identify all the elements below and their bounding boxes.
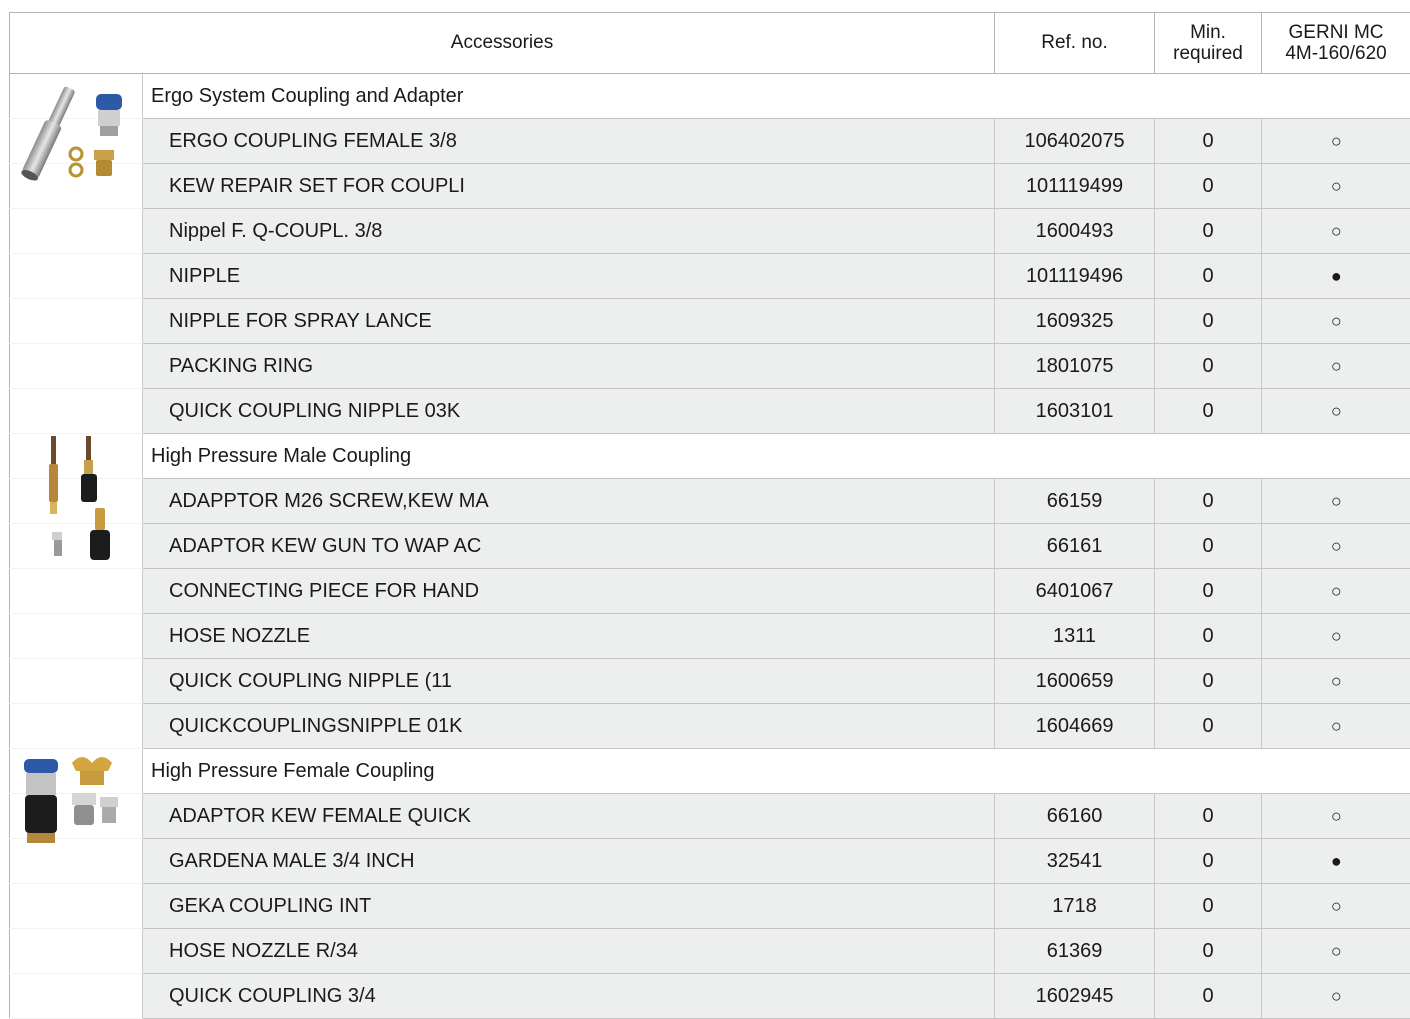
item-name: QUICKCOUPLINGSNIPPLE 01K <box>143 704 995 749</box>
table-row <box>10 839 1410 884</box>
item-name: ADAPTOR KEW GUN TO WAP AC <box>143 524 995 569</box>
header-min-required <box>1155 13 1262 74</box>
item-ref-no: 1801075 <box>995 344 1155 389</box>
table-row <box>10 479 1410 524</box>
item-availability-mark <box>1262 119 1410 164</box>
item-min-required: 0 <box>1155 479 1262 524</box>
table-row <box>10 164 1410 209</box>
item-availability-mark <box>1262 794 1410 839</box>
table-row <box>10 254 1410 299</box>
item-availability-mark <box>1262 299 1410 344</box>
item-name: QUICK COUPLING NIPPLE 03K <box>143 389 995 434</box>
open-circle-icon: ○ <box>1330 670 1342 691</box>
item-name: NIPPLE <box>143 254 995 299</box>
empty-image-cell <box>10 659 143 704</box>
table-row <box>10 659 1410 704</box>
item-name: KEW REPAIR SET FOR COUPLI <box>143 164 995 209</box>
item-min-required: 0 <box>1155 164 1262 209</box>
empty-image-cell <box>10 614 143 659</box>
item-name: Nippel F. Q-COUPL. 3/8 <box>143 209 995 254</box>
open-circle-icon: ○ <box>1330 625 1342 646</box>
table-row <box>10 884 1410 929</box>
item-ref-no: 61369 <box>995 929 1155 974</box>
item-availability-mark <box>1262 254 1410 299</box>
item-availability-mark <box>1262 524 1410 569</box>
item-name: HOSE NOZZLE <box>143 614 995 659</box>
item-availability-mark <box>1262 659 1410 704</box>
empty-image-cell <box>10 209 143 254</box>
item-ref-no: 1603101 <box>995 389 1155 434</box>
filled-circle-icon: ● <box>1330 850 1342 871</box>
empty-image-cell <box>10 254 143 299</box>
empty-image-cell <box>10 299 143 344</box>
table-row <box>10 974 1410 1019</box>
item-ref-no: 101119499 <box>995 164 1155 209</box>
item-availability-mark <box>1262 704 1410 749</box>
open-circle-icon: ○ <box>1330 535 1342 556</box>
open-circle-icon: ○ <box>1330 355 1342 376</box>
group-title: Ergo System Coupling and Adapter <box>143 74 1410 119</box>
item-ref-no: 101119496 <box>995 254 1155 299</box>
table-row <box>10 704 1410 749</box>
table-row <box>10 524 1410 569</box>
item-name: GARDENA MALE 3/4 INCH <box>143 839 995 884</box>
item-ref-no: 1718 <box>995 884 1155 929</box>
open-circle-icon: ○ <box>1330 940 1342 961</box>
item-availability-mark <box>1262 614 1410 659</box>
item-name: HOSE NOZZLE R/34 <box>143 929 995 974</box>
open-circle-icon: ○ <box>1330 985 1342 1006</box>
empty-image-cell <box>10 569 143 614</box>
item-min-required: 0 <box>1155 299 1262 344</box>
item-availability-mark <box>1262 974 1410 1019</box>
item-ref-no: 1600659 <box>995 659 1155 704</box>
group-row <box>10 434 1410 479</box>
open-circle-icon: ○ <box>1330 895 1342 916</box>
header-model <box>1262 13 1410 74</box>
group-image-cell <box>10 434 143 479</box>
item-min-required: 0 <box>1155 119 1262 164</box>
empty-image-cell <box>10 344 143 389</box>
header-model-line1: GERNI MC <box>1288 22 1384 43</box>
header-accessories: Accessories <box>10 13 995 74</box>
item-ref-no: 66161 <box>995 524 1155 569</box>
item-availability-mark <box>1262 344 1410 389</box>
item-min-required: 0 <box>1155 794 1262 839</box>
open-circle-icon: ○ <box>1330 580 1342 601</box>
empty-image-cell <box>10 929 143 974</box>
item-ref-no: 66159 <box>995 479 1155 524</box>
empty-image-cell <box>10 884 143 929</box>
ergo-coupling-photo-icon <box>10 74 143 209</box>
item-name: ADAPTOR KEW FEMALE QUICK <box>143 794 995 839</box>
item-name: NIPPLE FOR SPRAY LANCE <box>143 299 995 344</box>
open-circle-icon: ○ <box>1330 310 1342 331</box>
item-availability-mark <box>1262 839 1410 884</box>
table-row <box>10 299 1410 344</box>
item-ref-no: 1600493 <box>995 209 1155 254</box>
item-availability-mark <box>1262 569 1410 614</box>
item-name: ERGO COUPLING FEMALE 3/8 <box>143 119 995 164</box>
item-name: QUICK COUPLING 3/4 <box>143 974 995 1019</box>
open-circle-icon: ○ <box>1330 130 1342 151</box>
table-row <box>10 119 1410 164</box>
filled-circle-icon: ● <box>1330 265 1342 286</box>
open-circle-icon: ○ <box>1330 715 1342 736</box>
item-min-required: 0 <box>1155 344 1262 389</box>
open-circle-icon: ○ <box>1330 220 1342 241</box>
item-min-required: 0 <box>1155 389 1262 434</box>
open-circle-icon: ○ <box>1330 400 1342 421</box>
item-ref-no: 1602945 <box>995 974 1155 1019</box>
item-name: QUICK COUPLING NIPPLE (11 <box>143 659 995 704</box>
accessories-sheet <box>9 12 1410 1019</box>
table-row <box>10 344 1410 389</box>
group-row <box>10 749 1410 794</box>
header-model-line2: 4M-160/620 <box>1285 43 1387 64</box>
item-ref-no: 1604669 <box>995 704 1155 749</box>
item-name: GEKA COUPLING INT <box>143 884 995 929</box>
item-min-required: 0 <box>1155 839 1262 884</box>
item-ref-no: 32541 <box>995 839 1155 884</box>
item-min-required: 0 <box>1155 209 1262 254</box>
header-ref-no: Ref. no. <box>995 13 1155 74</box>
item-ref-no: 1311 <box>995 614 1155 659</box>
empty-image-cell <box>10 974 143 1019</box>
table-row <box>10 209 1410 254</box>
item-name: CONNECTING PIECE FOR HAND <box>143 569 995 614</box>
item-availability-mark <box>1262 929 1410 974</box>
female-coupling-photo-icon <box>10 749 143 884</box>
item-availability-mark <box>1262 479 1410 524</box>
item-min-required: 0 <box>1155 659 1262 704</box>
empty-image-cell <box>10 704 143 749</box>
male-coupling-photo-icon <box>10 434 143 569</box>
table-row <box>10 794 1410 839</box>
item-availability-mark <box>1262 884 1410 929</box>
item-min-required: 0 <box>1155 929 1262 974</box>
table-row <box>10 389 1410 434</box>
empty-image-cell <box>10 389 143 434</box>
accessories-table <box>9 12 1410 1019</box>
group-image-cell <box>10 74 143 119</box>
item-ref-no: 106402075 <box>995 119 1155 164</box>
open-circle-icon: ○ <box>1330 490 1342 511</box>
header-min-line2: required <box>1173 43 1243 64</box>
open-circle-icon: ○ <box>1330 805 1342 826</box>
item-min-required: 0 <box>1155 254 1262 299</box>
table-row <box>10 569 1410 614</box>
item-availability-mark <box>1262 164 1410 209</box>
item-min-required: 0 <box>1155 569 1262 614</box>
group-image-cell <box>10 749 143 794</box>
item-ref-no: 66160 <box>995 794 1155 839</box>
group-row <box>10 74 1410 119</box>
item-availability-mark <box>1262 209 1410 254</box>
item-min-required: 0 <box>1155 974 1262 1019</box>
item-name: PACKING RING <box>143 344 995 389</box>
open-circle-icon: ○ <box>1330 175 1342 196</box>
group-title: High Pressure Female Coupling <box>143 749 1410 794</box>
header-row <box>10 13 1410 74</box>
table-row <box>10 929 1410 974</box>
item-ref-no: 6401067 <box>995 569 1155 614</box>
item-min-required: 0 <box>1155 704 1262 749</box>
group-title: High Pressure Male Coupling <box>143 434 1410 479</box>
table-row <box>10 614 1410 659</box>
header-min-line1: Min. <box>1190 22 1226 43</box>
item-min-required: 0 <box>1155 524 1262 569</box>
item-name: ADAPPTOR M26 SCREW,KEW MA <box>143 479 995 524</box>
item-min-required: 0 <box>1155 614 1262 659</box>
item-ref-no: 1609325 <box>995 299 1155 344</box>
item-availability-mark <box>1262 389 1410 434</box>
item-min-required: 0 <box>1155 884 1262 929</box>
